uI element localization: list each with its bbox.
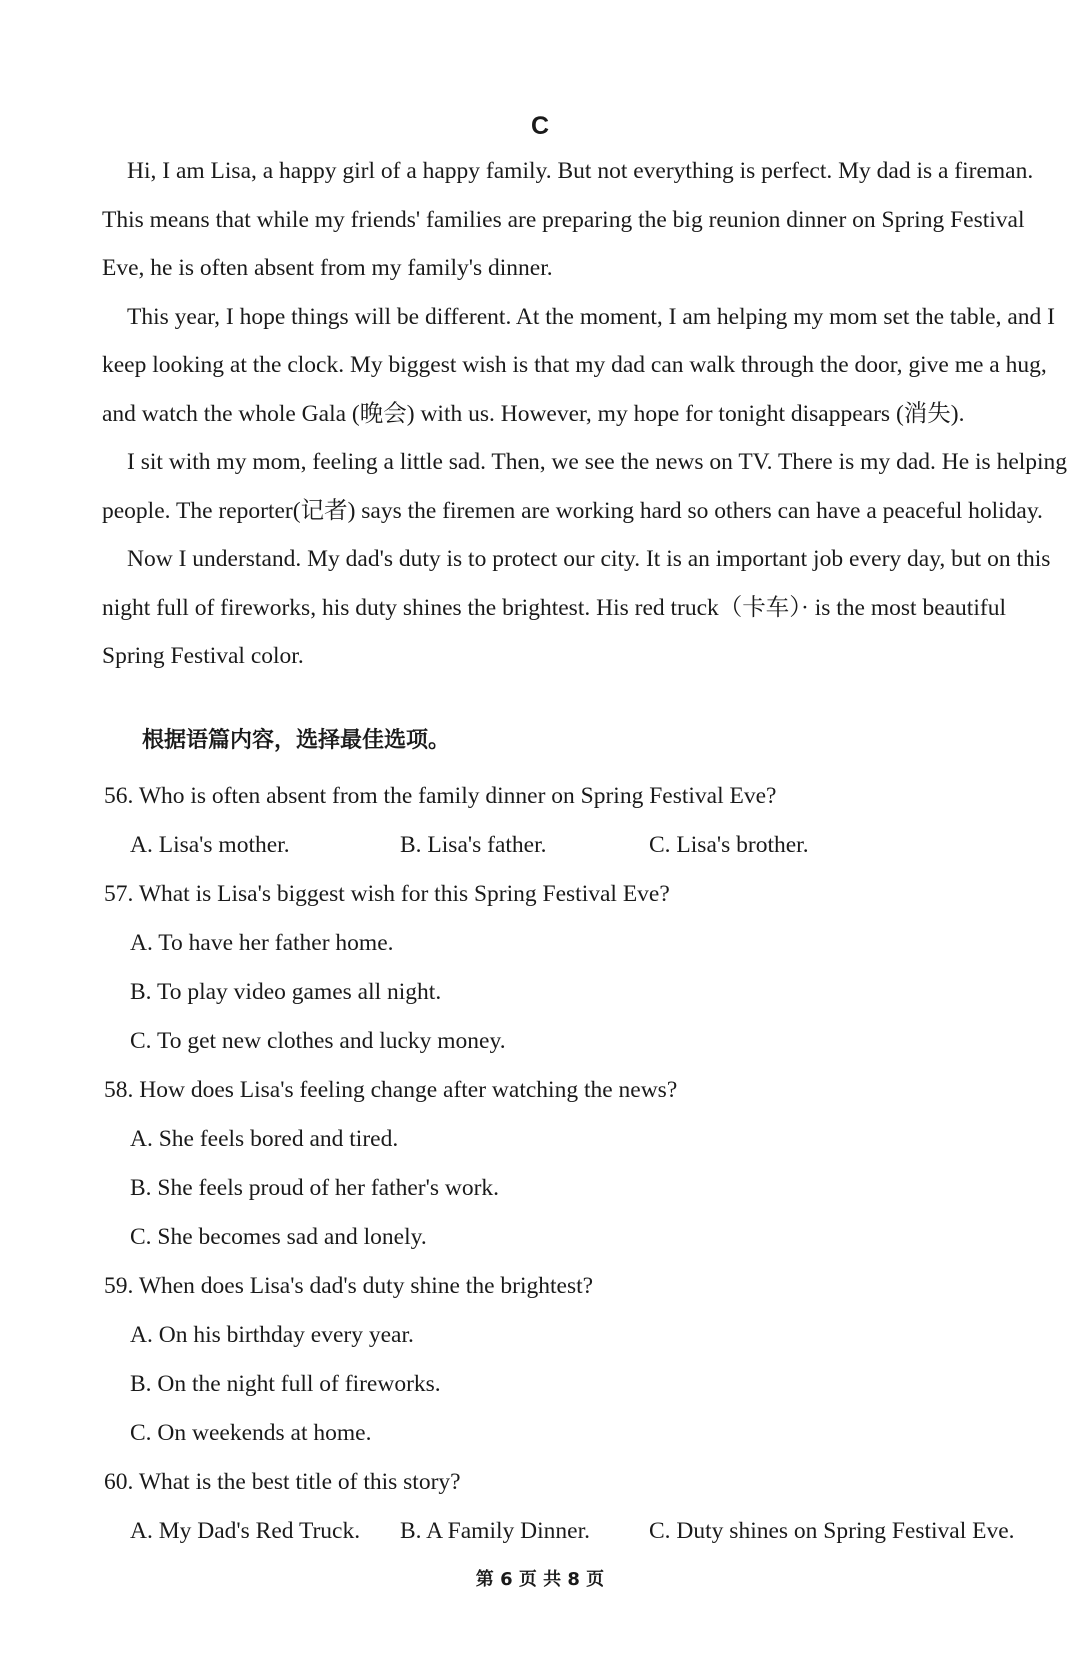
option-a[interactable]: A. To have her father home. xyxy=(130,930,394,956)
question-stem: 60. What is the best title of this story? xyxy=(104,1469,461,1495)
passage-paragraph-2: This year, I hope things will be different. At the moment, I am helping my mom set the table, and I keep looking at the clock. My biggest wish is that my dad can walk through the door, give me a hug, and watch the whole Gala (晚会) with us. However, my hope for tonight disappears (消失). xyxy=(102,303,1055,427)
question-stem: 56. Who is often absent from the family dinner on Spring Festival Eve? xyxy=(104,783,777,809)
option-b[interactable]: B. She feels proud of her father's work. xyxy=(130,1175,500,1201)
question-stem: 58. How does Lisa's feeling change after watching the news? xyxy=(104,1077,678,1103)
option-c[interactable]: C. Duty shines on Spring Festival Eve. xyxy=(649,1518,1015,1544)
question-list xyxy=(104,772,1080,1556)
option-b[interactable]: B. A Family Dinner. xyxy=(400,1518,590,1544)
question-58 xyxy=(104,1066,1080,1262)
question-57 xyxy=(104,870,1080,1066)
option-b[interactable]: B. To play video games all night. xyxy=(130,979,442,1005)
option-c[interactable]: C. She becomes sad and lonely. xyxy=(130,1224,427,1250)
option-row xyxy=(104,1507,1080,1556)
option-c[interactable]: C. On weekends at home. xyxy=(130,1420,372,1446)
question-59 xyxy=(104,1262,1080,1458)
passage-line-1: Hi, I am Lisa, a happy girl of a happy family. But not everything is perfect. My dad is a fireman. xyxy=(127,158,1034,184)
option-b[interactable]: B. Lisa's father. xyxy=(400,832,547,858)
instruction-text: 根据语篇内容，选择最佳选项。 xyxy=(142,728,451,753)
section-heading: C xyxy=(530,112,550,140)
option-a[interactable]: A. She feels bored and tired. xyxy=(130,1126,399,1152)
option-a[interactable]: A. On his birthday every year. xyxy=(130,1322,414,1348)
passage-paragraph-3: I sit with my mom, feeling a little sad. Then, we see the news on TV. There is my dad. He is helping people. The reporter(记者) says the firemen are working hard so others can have a peaceful holiday. xyxy=(102,449,1068,524)
option-c[interactable]: C. To get new clothes and lucky money. xyxy=(130,1028,506,1054)
passage-paragraph-1-cont: This means that while my friends' families are preparing the big reunion dinner on Spring Festival Eve, he is often absent from my family's dinner. xyxy=(102,206,1025,281)
question-60 xyxy=(104,1458,1080,1556)
question-stem: 59. When does Lisa's dad's duty shine the brightest? xyxy=(104,1273,594,1299)
option-row xyxy=(104,821,1080,870)
question-56 xyxy=(104,772,1080,870)
option-a[interactable]: A. Lisa's mother. xyxy=(130,832,290,858)
question-stem: 57. What is Lisa's biggest wish for this Spring Festival Eve? xyxy=(104,881,670,907)
reading-passage xyxy=(102,147,1080,681)
option-c[interactable]: C. Lisa's brother. xyxy=(649,832,809,858)
page-number: 第 6 页 共 8 页 xyxy=(475,1569,605,1590)
option-a[interactable]: A. My Dad's Red Truck. xyxy=(130,1518,361,1544)
passage-paragraph-4: Now I understand. My dad's duty is to protect our city. It is an important job every day, but on this night full of fireworks, his duty shines the brightest. His red truck（卡车）· is the most beautiful Spring Festival color. xyxy=(102,546,1051,669)
option-b[interactable]: B. On the night full of fireworks. xyxy=(130,1371,441,1397)
